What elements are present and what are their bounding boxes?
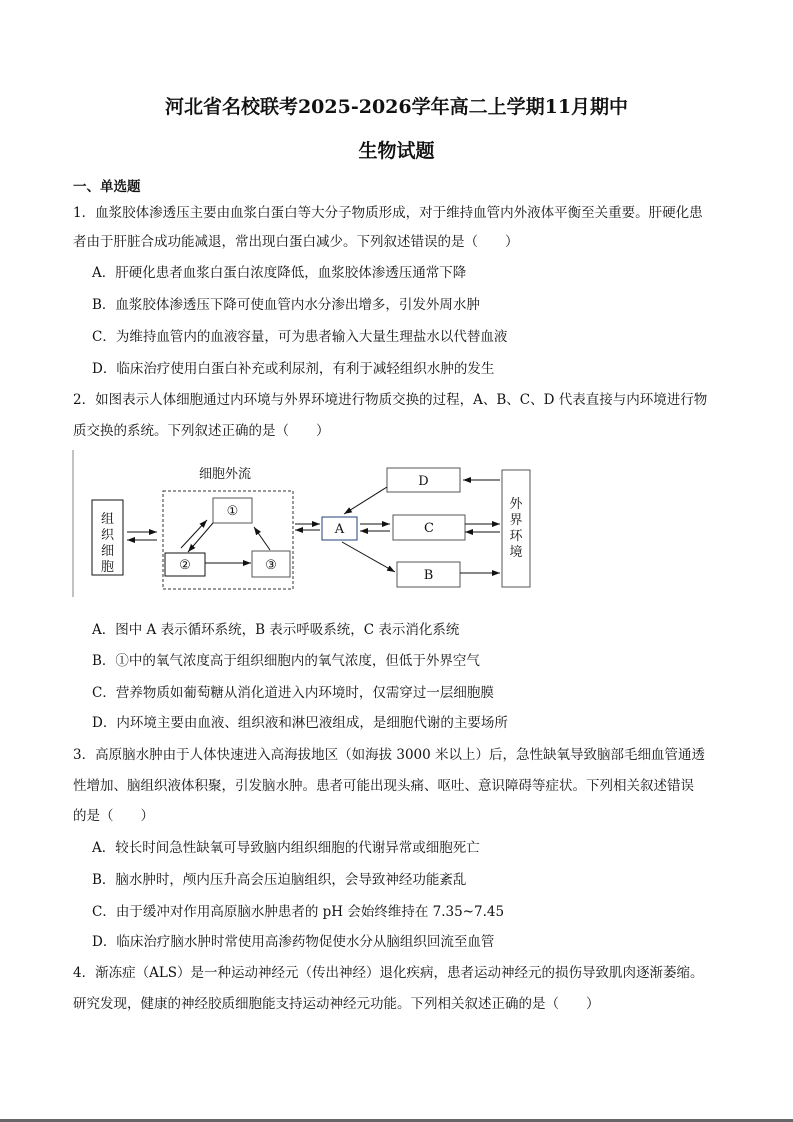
- question-3-option-b: B．脑水肿时，颅内压升高会压迫脑组织，会导致神经功能紊乱: [92, 872, 467, 888]
- svg-text:①: ①: [226, 504, 239, 519]
- question-4-stem-line: 研究发现，健康的神经胶质细胞能支持运动神经元功能。下列相关叙述正确的是（ ）: [73, 996, 600, 1012]
- question-3-option-a: A．较长时间急性缺氧可导致脑内组织细胞的代谢异常或细胞死亡: [92, 840, 480, 856]
- svg-text:外: 外: [509, 497, 523, 512]
- svg-text:②: ②: [179, 558, 191, 573]
- svg-text:B: B: [423, 568, 434, 583]
- question-1-option-b: B．血浆胶体渗透压下降可使血管内水分渗出增多，引发外周水肿: [92, 297, 480, 313]
- question-2-option-d: D．内环境主要由血液、组织液和淋巴液组成，是细胞代谢的主要场所: [92, 715, 508, 731]
- svg-text:胞: 胞: [100, 560, 115, 575]
- question-1-stem-line: 1．血浆胶体渗透压主要由血浆白蛋白等大分子物质形成，对于维持血管内外液体平衡至关重要。肝硬化患: [73, 205, 703, 221]
- question-3-option-c: C．由于缓冲对作用高原脑水肿患者的 pH 会始终维持在 7.35~7.45: [92, 904, 505, 920]
- question-1-option-d: D．临床治疗使用白蛋白补充或利尿剂，有利于减轻组织水肿的发生: [92, 361, 495, 377]
- svg-text:C: C: [424, 521, 434, 536]
- question-1-option-c: C．为维持血管内的血液容量，可为患者输入大量生理盐水以代替血液: [92, 329, 508, 345]
- question-3-stem-line: 性增加、脑组织液体积聚，引发脑水肿。患者可能出现头痛、呕吐、意识障碍等症状。下列相关叙述错误: [73, 778, 694, 794]
- question-3-stem-line: 的是（ ）: [73, 808, 154, 824]
- svg-text:组: 组: [100, 512, 115, 527]
- svg-text:织: 织: [100, 528, 115, 543]
- question-4-stem-line: 4．渐冻症（ALS）是一种运动神经元（传出神经）退化疾病，患者运动神经元的损伤导致肌肉逐渐萎缩。: [73, 965, 704, 981]
- question-1-stem-line: 者由于肝脏合成功能减退，常出现白蛋白减少。下列叙述错误的是（ ）: [73, 234, 519, 250]
- question-2-stem-line: 质交换的系统。下列叙述正确的是（ ）: [73, 423, 330, 439]
- section-heading: 一、单选题: [73, 179, 141, 195]
- question-2-option-c: C．营养物质如葡萄糖从消化道进入内环境时，仅需穿过一层细胞膜: [92, 685, 494, 701]
- svg-text:界: 界: [509, 513, 523, 528]
- svg-text:D: D: [418, 474, 429, 489]
- document-title: 河北省名校联考2025-2026学年高二上学期11月期中: [164, 96, 629, 118]
- question-2-option-a: A．图中 A 表示循环系统，B 表示呼吸系统，C 表示消化系统: [92, 622, 460, 638]
- document-subtitle: 生物试题: [358, 140, 435, 162]
- svg-text:A: A: [334, 522, 345, 537]
- question-1-option-a: A．肝硬化患者血浆白蛋白浓度降低，血浆胶体渗透压通常下降: [92, 265, 467, 281]
- extracellular-fluid-label: 细胞外流: [198, 467, 252, 482]
- svg-text:环: 环: [509, 529, 523, 544]
- svg-text:细: 细: [100, 544, 115, 559]
- question-3-stem-line: 3．高原脑水肿由于人体快速进入高海拔地区（如海拔 3000 米以上）后，急性缺氧导致脑部毛细血管通透: [73, 747, 706, 763]
- question-2-stem-line: 2．如图表示人体细胞通过内环境与外界环境进行物质交换的过程，A、B、C、D 代表直接与内环境进行物: [73, 392, 708, 408]
- question-2-option-b: B．①中的氧气浓度高于组织细胞内的氧气浓度，但低于外界空气: [92, 653, 480, 669]
- svg-text:境: 境: [509, 545, 523, 560]
- question-3-option-d: D．临床治疗脑水肿时常使用高渗药物促使水分从脑组织回流至血管: [92, 934, 495, 950]
- svg-text:③: ③: [265, 558, 277, 573]
